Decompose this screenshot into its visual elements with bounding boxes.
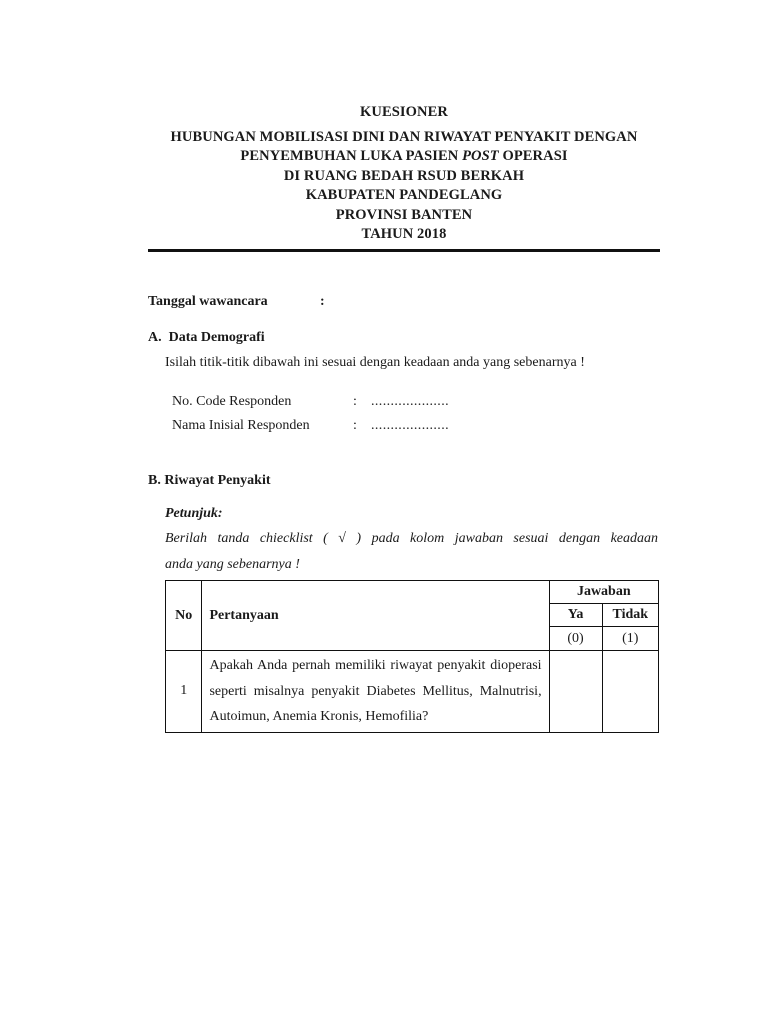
field-label-code: No. Code Responden bbox=[172, 394, 292, 409]
questionnaire-table bbox=[165, 580, 659, 733]
table-header-answer: Jawaban bbox=[549, 581, 658, 604]
table-header-no: No bbox=[166, 581, 202, 651]
document-header bbox=[148, 103, 660, 245]
header-line-2-post: POST bbox=[462, 148, 499, 164]
table-header-question: Pertanyaan bbox=[202, 581, 549, 651]
field-value-code: .................... bbox=[371, 394, 449, 409]
table-header-no-answer: Tidak bbox=[602, 604, 658, 627]
interview-date-label: Tanggal wawancara bbox=[148, 294, 268, 309]
field-label-initial: Nama Inisial Responden bbox=[172, 418, 310, 433]
section-b-title: B. Riwayat Penyakit bbox=[148, 473, 271, 488]
section-b-instruction-line-1: Berilah tanda chiecklist ( √ ) pada kolom jawaban sesuai dengan keadaan bbox=[165, 531, 658, 546]
header-line-2-part-a: PENYEMBUHAN LUKA PASIEN bbox=[240, 148, 463, 164]
row-number: 1 bbox=[166, 651, 202, 733]
header-line-1: HUBUNGAN MOBILISASI DINI DAN RIWAYAT PENYAKIT DENGAN bbox=[170, 128, 638, 145]
field-value-initial: .................... bbox=[371, 418, 449, 433]
table-header-no-score: (1) bbox=[602, 627, 658, 651]
header-line-6: TAHUN 2018 bbox=[361, 226, 447, 242]
field-colon-code: : bbox=[353, 394, 357, 409]
section-b-instruction-line-2: anda yang sebenarnya ! bbox=[165, 557, 300, 572]
header-line-2-part-c: OPERASI bbox=[498, 148, 568, 164]
section-a-title: A. Data Demografi bbox=[148, 330, 265, 345]
answer-yes-cell[interactable] bbox=[549, 651, 602, 733]
answer-no-cell[interactable] bbox=[602, 651, 658, 733]
section-b-petunjuk: Petunjuk: bbox=[165, 506, 223, 521]
header-line-5: PROVINSI BANTEN bbox=[335, 206, 473, 223]
header-line-2 bbox=[148, 147, 660, 167]
interview-date-colon: : bbox=[320, 294, 325, 309]
header-line-3: DI RUANG BEDAH RSUD BERKAH bbox=[283, 167, 525, 184]
table-header-yes-score: (0) bbox=[549, 627, 602, 651]
header-line-4: KABUPATEN PANDEGLANG bbox=[305, 187, 503, 203]
document-title: KUESIONER bbox=[360, 104, 448, 120]
section-a-instruction: Isilah titik-titik dibawah ini sesuai dengan keadaan anda yang sebenarnya ! bbox=[165, 355, 585, 370]
row-question: Apakah Anda pernah memiliki riwayat penyakit dioperasi seperti misalnya penyakit Diabetes Mellitus, Malnutrisi, Autoimun, Anemia Kronis, Hemofilia? bbox=[202, 651, 549, 733]
table-row bbox=[166, 651, 659, 733]
header-divider bbox=[148, 249, 660, 252]
field-colon-initial: : bbox=[353, 418, 357, 433]
table-header-yes: Ya bbox=[549, 604, 602, 627]
